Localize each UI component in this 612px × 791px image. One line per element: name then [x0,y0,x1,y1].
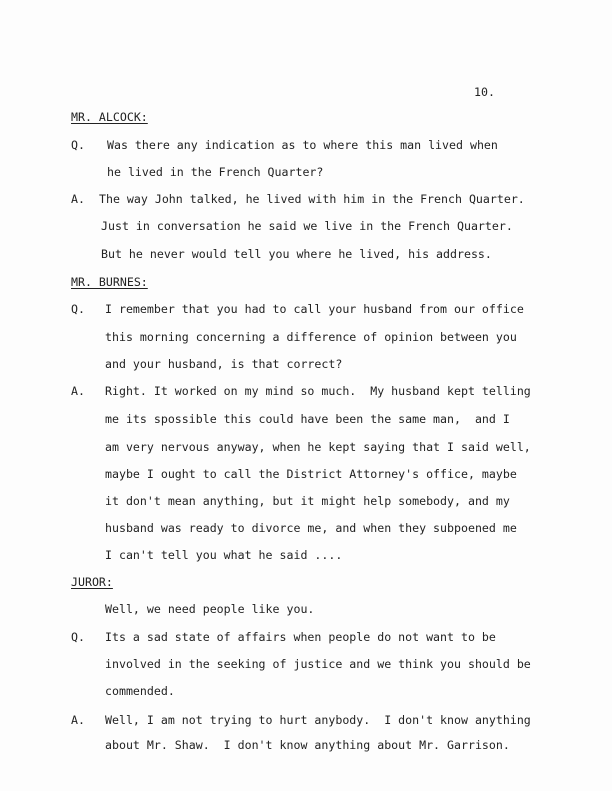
transcript-line: Just in conversation he said we live in the French Quarter. [101,219,513,233]
transcript-line: Its a sad state of affairs when people do not want to be [105,630,496,644]
transcript-line: Right. It worked on my mind so much. My husband kept telling [105,384,531,398]
transcript-line: this morning concerning a difference of opinion between you [105,330,517,344]
speaker-label: MR. ALCOCK: [71,110,148,124]
transcript-line: Well, I am not trying to hurt anybody. I don't know anything [105,713,531,727]
answer-marker: A. [71,384,85,398]
page-number: 10. [474,85,495,99]
transcript-line: commended. [105,684,175,698]
question-marker: Q. [71,302,85,316]
speaker-label: MR. BURNES: [71,275,148,289]
transcript-line: Was there any indication as to where this man lived when [107,138,498,152]
transcript-line: The way John talked, he lived with him in the French Quarter. [99,192,525,206]
transcript-line: am very nervous anyway, when he kept saying that I said well, [105,440,531,454]
transcript-line: husband was ready to divorce me, and when they subpoened me [105,521,517,535]
transcript-line: Well, we need people like you. [105,602,315,616]
question-marker: Q. [71,630,85,644]
transcript-line: I remember that you had to call your husband from our office [105,302,524,316]
transcript-line: it don't mean anything, but it might help somebody, and my [105,494,510,508]
transcript-line: about Mr. Shaw. I don't know anything about Mr. Garrison. [105,738,510,752]
transcript-line: me its spossible this could have been the same man, and I [105,412,510,426]
transcript-line: involved in the seeking of justice and we think you should be [105,657,531,671]
transcript-line: he lived in the French Quarter? [107,165,324,179]
question-marker: Q. [71,138,85,152]
transcript-line: maybe I ought to call the District Attorney's office, maybe [105,467,517,481]
transcript-line: But he never would tell you where he lived, his address. [101,247,492,261]
answer-marker: A. [71,713,85,727]
transcript-line: and your husband, is that correct? [105,357,343,371]
transcript-line: I can't tell you what he said .... [105,548,343,562]
speaker-label: JUROR: [71,575,113,589]
answer-marker: A. [71,192,85,206]
